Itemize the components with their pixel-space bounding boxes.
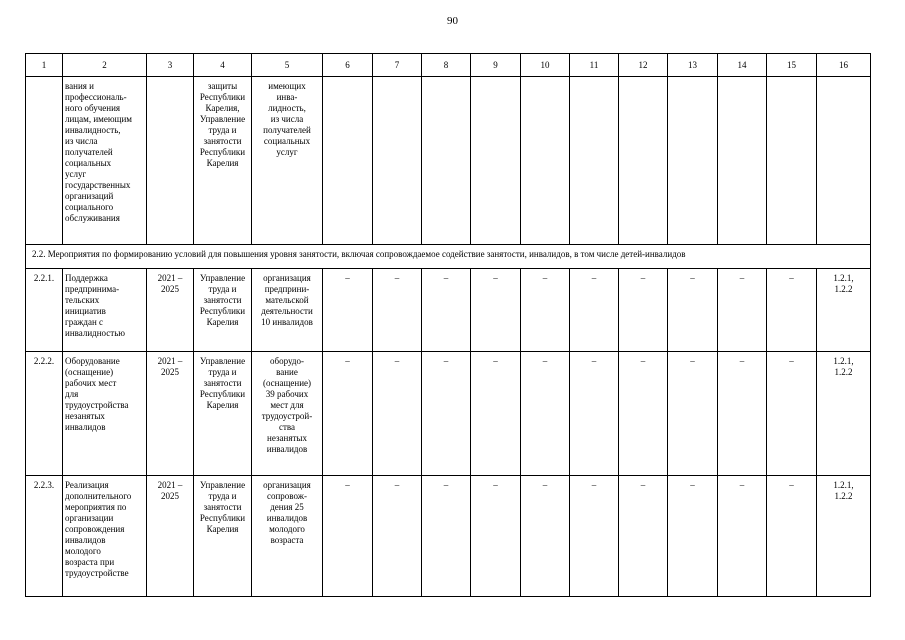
cell-dash: – <box>521 476 570 597</box>
cell-executor: Управление труда и занятости Республики Карелия <box>194 352 252 476</box>
cell-empty <box>422 77 471 245</box>
cell-dash: – <box>521 269 570 352</box>
cell-dash: – <box>323 352 373 476</box>
cell-dash: – <box>471 269 521 352</box>
cell-dash: – <box>422 352 471 476</box>
cell-result: оборудо- вание (оснащение) 39 рабочих мест для трудоустрой- ства незанятых инвалидов <box>252 352 323 476</box>
cell-executor: Управление труда и занятости Республики Карелия <box>194 476 252 597</box>
cell-indicator-refs: 1.2.1, 1.2.2 <box>817 352 871 476</box>
table-row <box>26 476 871 597</box>
cell-dash: – <box>471 352 521 476</box>
column-header: 12 <box>619 54 668 77</box>
cell-empty <box>147 77 194 245</box>
cell-dash: – <box>570 476 619 597</box>
cell-dash: – <box>718 476 767 597</box>
cell-result: организация предприни- мательской деятельности 10 инвалидов <box>252 269 323 352</box>
cell-dash: – <box>323 269 373 352</box>
section-title: 2.2. Мероприятия по формированию условий для повышения уровня занятости, включая сопровождаемое содействие занятости, инвалидов, в том числе детей-инвалидов <box>26 245 871 269</box>
column-header: 1 <box>26 54 63 77</box>
cell-row-number: 2.2.2. <box>26 352 63 476</box>
cell-dash: – <box>373 269 422 352</box>
column-number-row <box>26 54 871 77</box>
column-header: 7 <box>373 54 422 77</box>
section-row <box>26 245 871 269</box>
column-header: 14 <box>718 54 767 77</box>
cell-measure-name: Оборудование (оснащение) рабочих мест для трудоустройства незанятых инвалидов <box>63 352 147 476</box>
cell-empty <box>570 77 619 245</box>
column-header: 6 <box>323 54 373 77</box>
cell-dash: – <box>668 476 718 597</box>
cell-row-number: 2.2.3. <box>26 476 63 597</box>
cell-empty <box>323 77 373 245</box>
cell-dash: – <box>619 476 668 597</box>
cell-period: 2021 – 2025 <box>147 476 194 597</box>
cell-empty <box>373 77 422 245</box>
cell-dash: – <box>668 352 718 476</box>
cell-empty <box>26 77 63 245</box>
column-header: 10 <box>521 54 570 77</box>
cell-period: 2021 – 2025 <box>147 352 194 476</box>
cell-empty <box>668 77 718 245</box>
cell-empty <box>471 77 521 245</box>
column-header: 4 <box>194 54 252 77</box>
cell-empty <box>619 77 668 245</box>
cell-dash: – <box>767 476 817 597</box>
cell-period: 2021 – 2025 <box>147 269 194 352</box>
cell-dash: – <box>471 476 521 597</box>
continuation-row <box>26 77 871 245</box>
cell-dash: – <box>767 352 817 476</box>
cell-empty <box>718 77 767 245</box>
cell-empty <box>767 77 817 245</box>
cell-dash: – <box>619 352 668 476</box>
cell-measure-name: Реализация дополнительного мероприятия по организации сопровождения инвалидов молодого возраста при трудоустройстве <box>63 476 147 597</box>
cell-dash: – <box>422 269 471 352</box>
column-header: 15 <box>767 54 817 77</box>
cell-indicator-refs: 1.2.1, 1.2.2 <box>817 476 871 597</box>
column-header: 16 <box>817 54 871 77</box>
cell-executor: Управление труда и занятости Республики Карелия <box>194 269 252 352</box>
cell-executor: защиты Республики Карелия, Управление труда и занятости Республики Карелия <box>194 77 252 245</box>
program-table <box>25 53 871 597</box>
cell-measure-name: вания и профессиональ- ного обучения лицам, имеющим инвалидность, из числа получателей социальных услуг государственных организаций социального обслуживания <box>63 77 147 245</box>
column-header: 9 <box>471 54 521 77</box>
cell-dash: – <box>570 269 619 352</box>
cell-dash: – <box>619 269 668 352</box>
page-number: 90 <box>447 15 458 27</box>
cell-empty <box>817 77 871 245</box>
cell-row-number: 2.2.1. <box>26 269 63 352</box>
table-row <box>26 269 871 352</box>
cell-empty <box>521 77 570 245</box>
cell-dash: – <box>718 352 767 476</box>
cell-measure-name: Поддержка предпринима- тельских инициатив граждан с инвалидностью <box>63 269 147 352</box>
cell-indicator-refs: 1.2.1, 1.2.2 <box>817 269 871 352</box>
cell-dash: – <box>323 476 373 597</box>
column-header: 3 <box>147 54 194 77</box>
cell-dash: – <box>668 269 718 352</box>
cell-result: имеющих инва- лидность, из числа получателей социальных услуг <box>252 77 323 245</box>
column-header: 8 <box>422 54 471 77</box>
table-row <box>26 352 871 476</box>
column-header: 11 <box>570 54 619 77</box>
column-header: 5 <box>252 54 323 77</box>
cell-dash: – <box>373 352 422 476</box>
cell-dash: – <box>373 476 422 597</box>
cell-dash: – <box>767 269 817 352</box>
cell-dash: – <box>422 476 471 597</box>
cell-result: организация сопровож- дения 25 инвалидов молодого возраста <box>252 476 323 597</box>
column-header: 13 <box>668 54 718 77</box>
cell-dash: – <box>718 269 767 352</box>
column-header: 2 <box>63 54 147 77</box>
cell-dash: – <box>521 352 570 476</box>
cell-dash: – <box>570 352 619 476</box>
